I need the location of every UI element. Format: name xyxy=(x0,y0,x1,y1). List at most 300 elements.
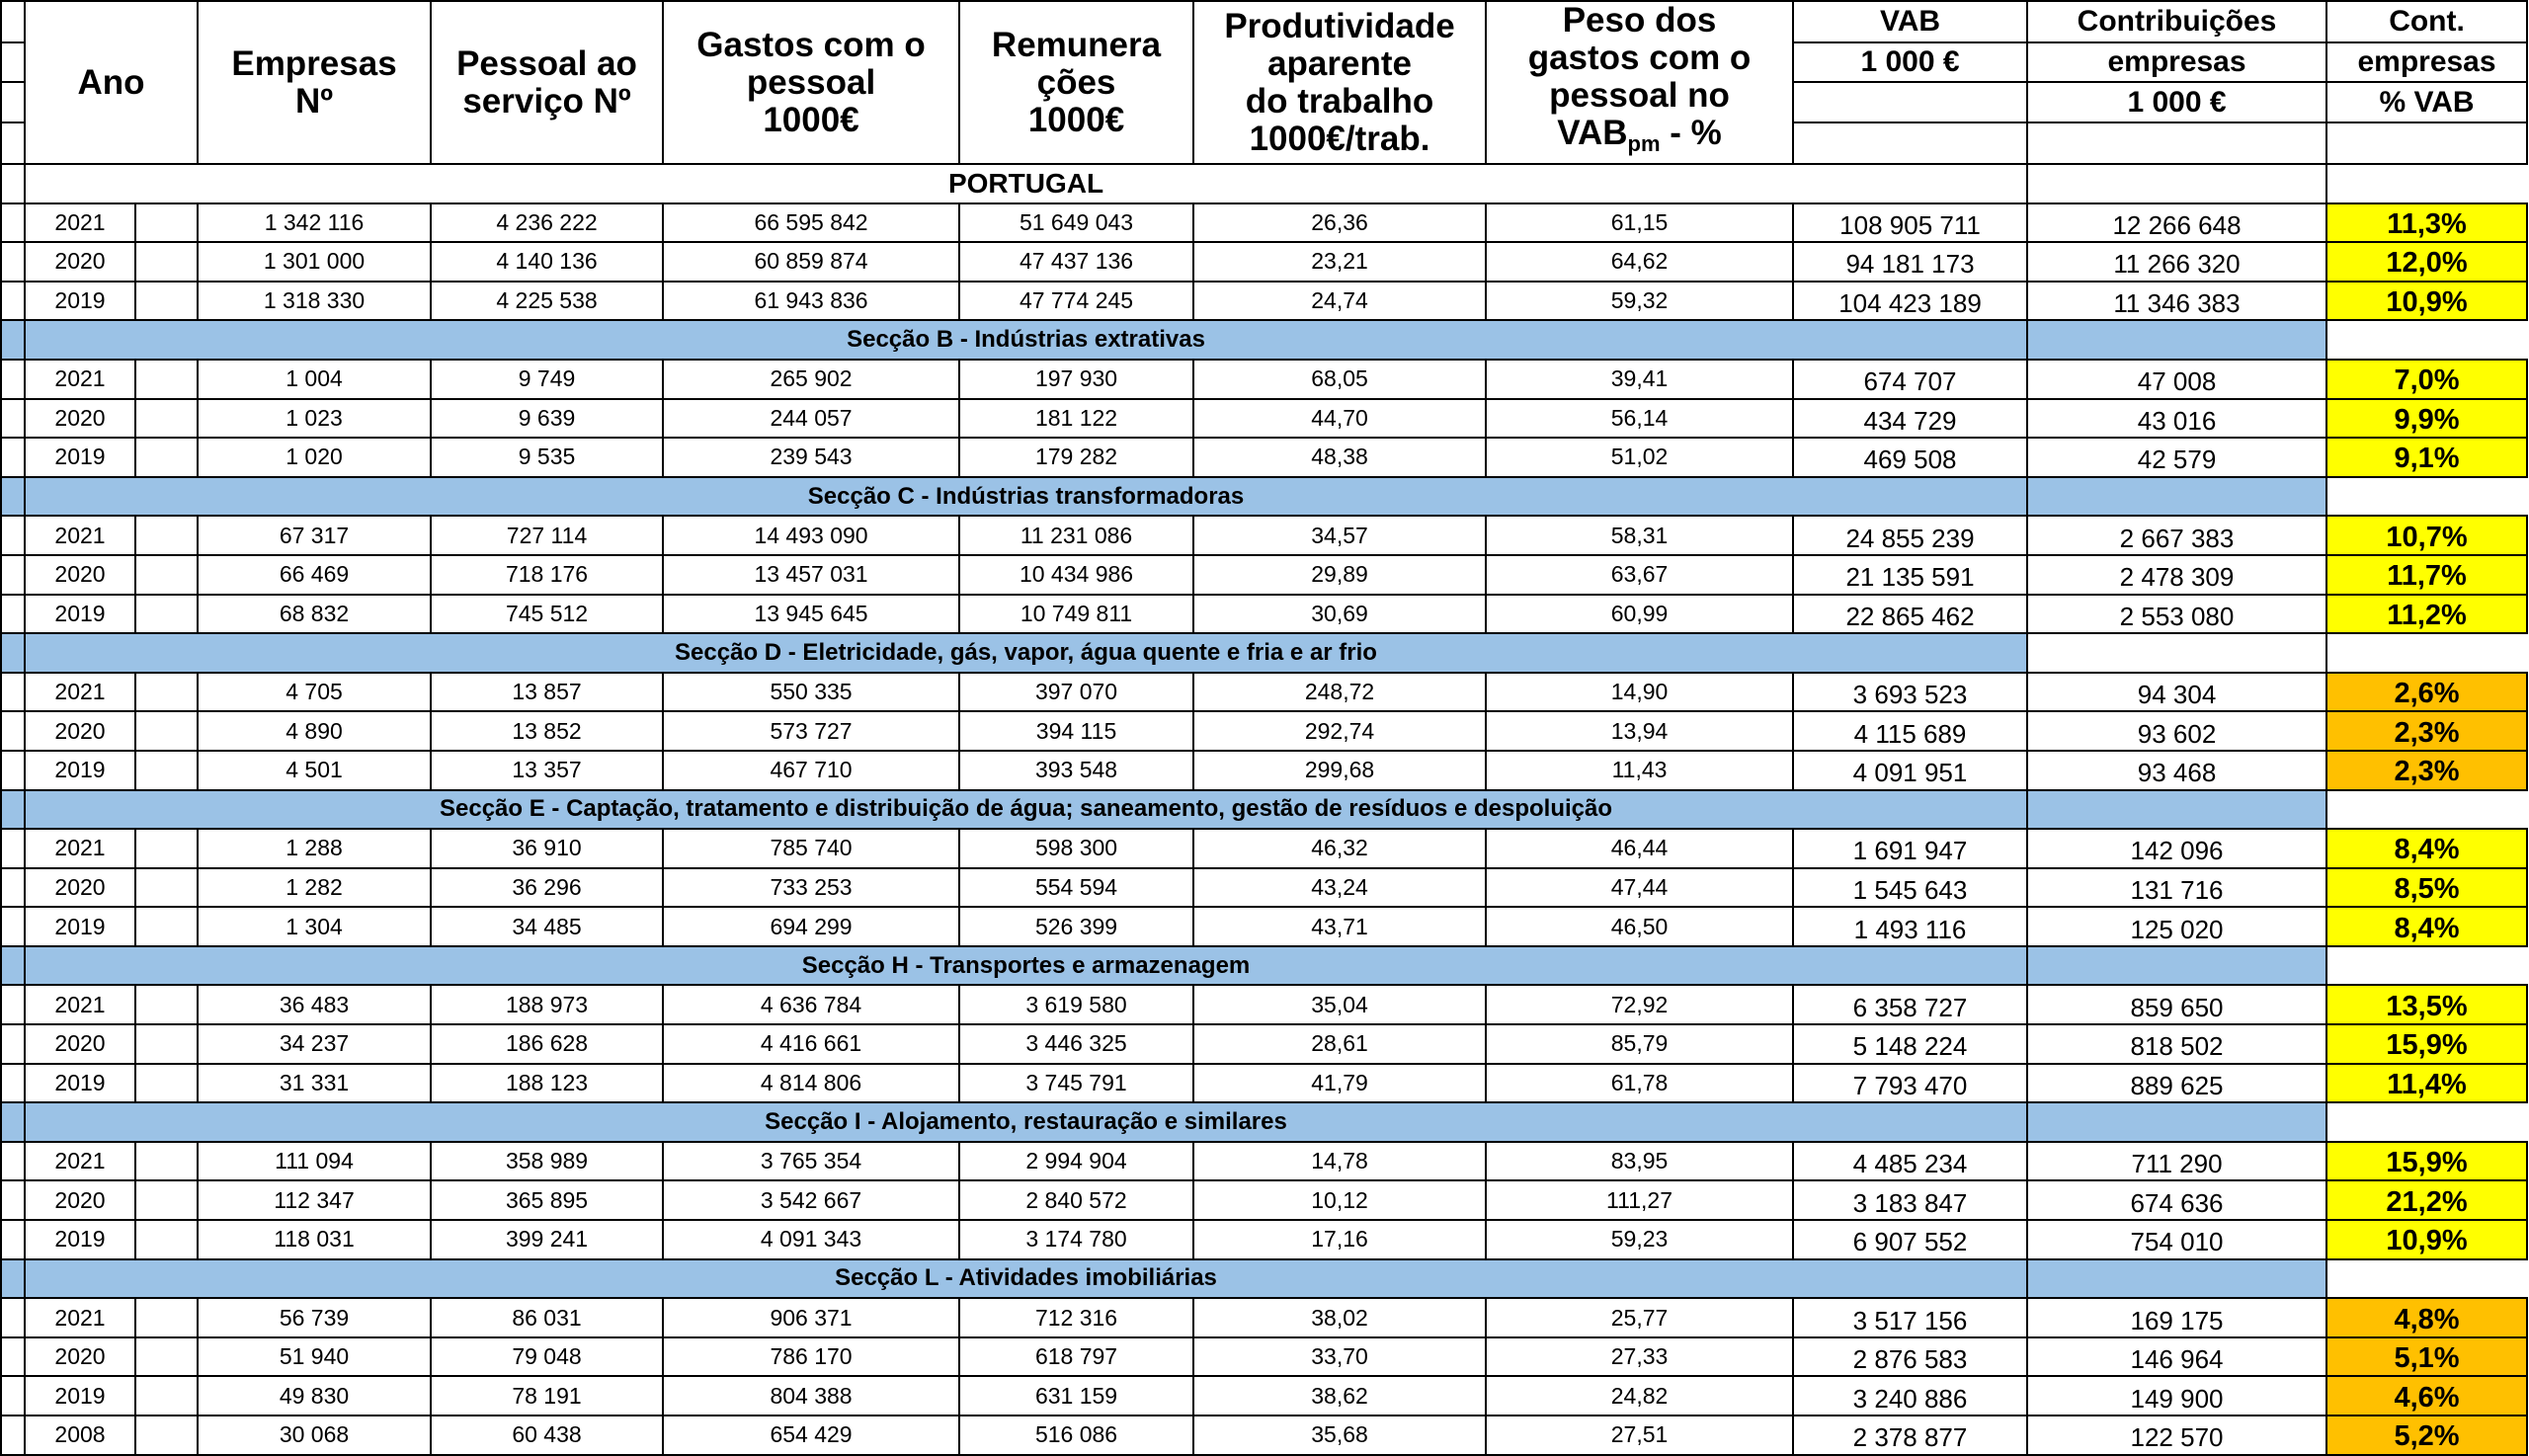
cell-empresas: 111 094 xyxy=(198,1142,431,1181)
cell-cont-pct: 8,5% xyxy=(2326,868,2527,908)
header-vab: VAB xyxy=(1793,1,2027,42)
cell-remuneracoes: 3 745 791 xyxy=(959,1064,1193,1103)
cell-produtividade: 33,70 xyxy=(1193,1337,1486,1377)
cell-pessoal: 86 031 xyxy=(431,1298,663,1337)
header-contribuicoes-unit: 1 000 € xyxy=(2027,82,2326,121)
cell-gastos: 785 740 xyxy=(663,829,959,868)
cell-pessoal: 9 749 xyxy=(431,360,663,399)
cell-empresas: 1 301 000 xyxy=(198,242,431,282)
cell-produtividade: 43,24 xyxy=(1193,868,1486,908)
cell-peso: 59,23 xyxy=(1486,1220,1793,1259)
cell-vab: 24 855 239 xyxy=(1793,516,2027,555)
cell-remuneracoes: 47 774 245 xyxy=(959,282,1193,321)
cell-remuneracoes: 631 159 xyxy=(959,1376,1193,1416)
cell-contribuicoes: 93 468 xyxy=(2027,751,2326,790)
cell-contribuicoes: 11 266 320 xyxy=(2027,242,2326,282)
cell-gastos: 239 543 xyxy=(663,438,959,477)
cell-ano: 2020 xyxy=(25,242,135,282)
cell-produtividade: 30,69 xyxy=(1193,595,1486,634)
cell-remuneracoes: 618 797 xyxy=(959,1337,1193,1377)
cell-produtividade: 43,71 xyxy=(1193,907,1486,946)
cell-vab: 469 508 xyxy=(1793,438,2027,477)
header-peso: Peso dos gastos com o pessoal no $VAB_{pm}$ - % xyxy=(1486,1,1793,164)
table-header xyxy=(1,1,2527,164)
table-row xyxy=(1,516,2527,555)
cell-ano: 2021 xyxy=(25,516,135,555)
cell-pessoal: 399 241 xyxy=(431,1220,663,1259)
section-title: Secção E - Captação, tratamento e distribuição de água; saneamento, gestão de resíduos e despoluição xyxy=(25,790,2027,830)
cell-contribuicoes: 131 716 xyxy=(2027,868,2326,908)
cell-remuneracoes: 554 594 xyxy=(959,868,1193,908)
cell-contribuicoes: 12 266 648 xyxy=(2027,203,2326,243)
cell-contribuicoes: 818 502 xyxy=(2027,1024,2326,1064)
cell-gastos: 244 057 xyxy=(663,399,959,439)
cell-produtividade: 299,68 xyxy=(1193,751,1486,790)
cell-peso: 11,43 xyxy=(1486,751,1793,790)
cell-cont-pct: 5,2% xyxy=(2326,1416,2527,1455)
section-title: Secção I - Alojamento, restauração e similares xyxy=(25,1102,2027,1142)
cell-peso: 46,50 xyxy=(1486,907,1793,946)
cell-peso: 39,41 xyxy=(1486,360,1793,399)
cell-vab: 1 691 947 xyxy=(1793,829,2027,868)
cell-ano: 2021 xyxy=(25,673,135,712)
cell-ano: 2021 xyxy=(25,985,135,1024)
cell-gastos: 3 765 354 xyxy=(663,1142,959,1181)
cell-empresas: 1 020 xyxy=(198,438,431,477)
cell-cont-pct: 21,2% xyxy=(2326,1180,2527,1220)
cell-produtividade: 14,78 xyxy=(1193,1142,1486,1181)
header-contribuicoes: Contribuições xyxy=(2027,1,2326,42)
cell-pessoal: 60 438 xyxy=(431,1416,663,1455)
section-header-row xyxy=(1,1259,2527,1299)
cell-gastos: 550 335 xyxy=(663,673,959,712)
cell-gastos: 13 945 645 xyxy=(663,595,959,634)
cell-produtividade: 29,89 xyxy=(1193,555,1486,595)
cell-ano: 2020 xyxy=(25,868,135,908)
cell-pessoal: 727 114 xyxy=(431,516,663,555)
cell-pessoal: 36 296 xyxy=(431,868,663,908)
cell-ano: 2019 xyxy=(25,1376,135,1416)
table-row xyxy=(1,1376,2527,1416)
table-body xyxy=(1,164,2527,1455)
cell-peso: 14,90 xyxy=(1486,673,1793,712)
cell-vab: 22 865 462 xyxy=(1793,595,2027,634)
cell-contribuicoes: 149 900 xyxy=(2027,1376,2326,1416)
cell-pessoal: 13 357 xyxy=(431,751,663,790)
cell-gastos: 654 429 xyxy=(663,1416,959,1455)
cell-gastos: 573 727 xyxy=(663,711,959,751)
cell-peso: 27,51 xyxy=(1486,1416,1793,1455)
cell-produtividade: 38,62 xyxy=(1193,1376,1486,1416)
cell-empresas: 66 469 xyxy=(198,555,431,595)
cell-contribuicoes: 122 570 xyxy=(2027,1416,2326,1455)
table-row xyxy=(1,1064,2527,1103)
cell-peso: 61,78 xyxy=(1486,1064,1793,1103)
table-row xyxy=(1,438,2527,477)
cell-contribuicoes: 146 964 xyxy=(2027,1337,2326,1377)
cell-remuneracoes: 181 122 xyxy=(959,399,1193,439)
cell-produtividade: 68,05 xyxy=(1193,360,1486,399)
cell-empresas: 36 483 xyxy=(198,985,431,1024)
section-title: Secção L - Atividades imobiliárias xyxy=(25,1259,2027,1299)
cell-remuneracoes: 516 086 xyxy=(959,1416,1193,1455)
cell-gastos: 4 416 661 xyxy=(663,1024,959,1064)
cell-pessoal: 718 176 xyxy=(431,555,663,595)
table-row xyxy=(1,1180,2527,1220)
corner-cell xyxy=(1,1,25,42)
table-row xyxy=(1,282,2527,321)
cell-cont-pct: 10,9% xyxy=(2326,1220,2527,1259)
cell-empresas: 51 940 xyxy=(198,1337,431,1377)
cell-remuneracoes: 3 619 580 xyxy=(959,985,1193,1024)
table-row xyxy=(1,711,2527,751)
cell-peso: 46,44 xyxy=(1486,829,1793,868)
cell-ano: 2020 xyxy=(25,399,135,439)
cell-remuneracoes: 2 840 572 xyxy=(959,1180,1193,1220)
cell-produtividade: 24,74 xyxy=(1193,282,1486,321)
cell-empresas: 1 288 xyxy=(198,829,431,868)
cell-peso: 111,27 xyxy=(1486,1180,1793,1220)
section-header-row xyxy=(1,164,2527,203)
cell-cont-pct: 4,6% xyxy=(2326,1376,2527,1416)
section-header-row xyxy=(1,790,2527,830)
cell-pessoal: 13 857 xyxy=(431,673,663,712)
cell-pessoal: 9 535 xyxy=(431,438,663,477)
header-cont: Cont. xyxy=(2326,1,2527,42)
cell-gastos: 61 943 836 xyxy=(663,282,959,321)
cell-peso: 47,44 xyxy=(1486,868,1793,908)
cell-contribuicoes: 169 175 xyxy=(2027,1298,2326,1337)
header-cont-sub: empresas xyxy=(2326,42,2527,82)
section-header-row xyxy=(1,633,2527,673)
cell-vab: 108 905 711 xyxy=(1793,203,2027,243)
cell-produtividade: 41,79 xyxy=(1193,1064,1486,1103)
table-row xyxy=(1,555,2527,595)
cell-ano: 2020 xyxy=(25,1180,135,1220)
cell-produtividade: 48,38 xyxy=(1193,438,1486,477)
cell-peso: 25,77 xyxy=(1486,1298,1793,1337)
table-row xyxy=(1,1024,2527,1064)
cell-ano: 2020 xyxy=(25,711,135,751)
cell-cont-pct: 8,4% xyxy=(2326,907,2527,946)
cell-cont-pct: 11,7% xyxy=(2326,555,2527,595)
cell-ano: 2019 xyxy=(25,282,135,321)
table-row xyxy=(1,751,2527,790)
table-row xyxy=(1,1416,2527,1455)
cell-peso: 56,14 xyxy=(1486,399,1793,439)
cell-cont-pct: 2,6% xyxy=(2326,673,2527,712)
cell-remuneracoes: 3 446 325 xyxy=(959,1024,1193,1064)
cell-vab: 104 423 189 xyxy=(1793,282,2027,321)
cell-gastos: 786 170 xyxy=(663,1337,959,1377)
header-gastos: Gastos com o pessoal 1000€ xyxy=(663,1,959,164)
cell-gastos: 4 636 784 xyxy=(663,985,959,1024)
cell-contribuicoes: 142 096 xyxy=(2027,829,2326,868)
cell-remuneracoes: 10 434 986 xyxy=(959,555,1193,595)
header-pessoal: Pessoal ao serviço Nº xyxy=(431,1,663,164)
cell-produtividade: 46,32 xyxy=(1193,829,1486,868)
cell-cont-pct: 2,3% xyxy=(2326,751,2527,790)
cell-cont-pct: 8,4% xyxy=(2326,829,2527,868)
table-row xyxy=(1,399,2527,439)
cell-pessoal: 4 225 538 xyxy=(431,282,663,321)
cell-pessoal: 745 512 xyxy=(431,595,663,634)
cell-remuneracoes: 2 994 904 xyxy=(959,1142,1193,1181)
cell-cont-pct: 15,9% xyxy=(2326,1142,2527,1181)
cell-contribuicoes: 43 016 xyxy=(2027,399,2326,439)
cell-gastos: 467 710 xyxy=(663,751,959,790)
cell-produtividade: 26,36 xyxy=(1193,203,1486,243)
table-row xyxy=(1,203,2527,243)
cell-produtividade: 35,68 xyxy=(1193,1416,1486,1455)
cell-vab: 434 729 xyxy=(1793,399,2027,439)
cell-gastos: 14 493 090 xyxy=(663,516,959,555)
cell-peso: 13,94 xyxy=(1486,711,1793,751)
cell-contribuicoes: 859 650 xyxy=(2027,985,2326,1024)
cell-ano: 2021 xyxy=(25,1142,135,1181)
cell-remuneracoes: 10 749 811 xyxy=(959,595,1193,634)
section-title: PORTUGAL xyxy=(25,164,2027,203)
cell-pessoal: 79 048 xyxy=(431,1337,663,1377)
cell-pessoal: 13 852 xyxy=(431,711,663,751)
cell-empresas: 68 832 xyxy=(198,595,431,634)
cell-empresas: 4 705 xyxy=(198,673,431,712)
cell-cont-pct: 7,0% xyxy=(2326,360,2527,399)
cell-empresas: 1 023 xyxy=(198,399,431,439)
cell-contribuicoes: 11 346 383 xyxy=(2027,282,2326,321)
cell-vab: 1 493 116 xyxy=(1793,907,2027,946)
cell-vab: 3 183 847 xyxy=(1793,1180,2027,1220)
cell-vab: 21 135 591 xyxy=(1793,555,2027,595)
cell-vab: 7 793 470 xyxy=(1793,1064,2027,1103)
cell-gastos: 66 595 842 xyxy=(663,203,959,243)
section-title: Secção B - Indústrias extrativas xyxy=(25,320,2027,360)
cell-produtividade: 248,72 xyxy=(1193,673,1486,712)
cell-gastos: 60 859 874 xyxy=(663,242,959,282)
cell-remuneracoes: 197 930 xyxy=(959,360,1193,399)
cell-vab: 4 115 689 xyxy=(1793,711,2027,751)
cell-gastos: 733 253 xyxy=(663,868,959,908)
cell-ano: 2020 xyxy=(25,555,135,595)
cell-ano: 2021 xyxy=(25,1298,135,1337)
cell-empresas: 1 318 330 xyxy=(198,282,431,321)
cell-contribuicoes: 889 625 xyxy=(2027,1064,2326,1103)
cell-pessoal: 36 910 xyxy=(431,829,663,868)
table-row xyxy=(1,1220,2527,1259)
section-header-row xyxy=(1,1102,2527,1142)
cell-peso: 27,33 xyxy=(1486,1337,1793,1377)
cell-gastos: 13 457 031 xyxy=(663,555,959,595)
cell-peso: 63,67 xyxy=(1486,555,1793,595)
section-header-row xyxy=(1,320,2527,360)
cell-empresas: 1 282 xyxy=(198,868,431,908)
cell-cont-pct: 2,3% xyxy=(2326,711,2527,751)
cell-empresas: 1 004 xyxy=(198,360,431,399)
cell-produtividade: 34,57 xyxy=(1193,516,1486,555)
cell-ano: 2008 xyxy=(25,1416,135,1455)
cell-ano: 2021 xyxy=(25,203,135,243)
cell-vab: 2 876 583 xyxy=(1793,1337,2027,1377)
table-row xyxy=(1,595,2527,634)
table-row xyxy=(1,1337,2527,1377)
header-produtividade: Produtividade aparente do trabalho 1000€/trab. xyxy=(1193,1,1486,164)
cell-pessoal: 358 989 xyxy=(431,1142,663,1181)
header-cont-unit: % VAB xyxy=(2326,82,2527,121)
cell-ano: 2020 xyxy=(25,1024,135,1064)
cell-cont-pct: 12,0% xyxy=(2326,242,2527,282)
cell-cont-pct: 11,4% xyxy=(2326,1064,2527,1103)
header-remuneracoes: Remunera ções 1000€ xyxy=(959,1,1193,164)
cell-ano: 2021 xyxy=(25,360,135,399)
cell-contribuicoes: 711 290 xyxy=(2027,1142,2326,1181)
header-vab-unit: 1 000 € xyxy=(1793,42,2027,82)
table-row xyxy=(1,1298,2527,1337)
cell-gastos: 694 299 xyxy=(663,907,959,946)
cell-vab: 3 240 886 xyxy=(1793,1376,2027,1416)
section-header-row xyxy=(1,477,2527,517)
cell-remuneracoes: 397 070 xyxy=(959,673,1193,712)
cell-pessoal: 78 191 xyxy=(431,1376,663,1416)
cell-cont-pct: 9,9% xyxy=(2326,399,2527,439)
cell-empresas: 30 068 xyxy=(198,1416,431,1455)
cell-empresas: 56 739 xyxy=(198,1298,431,1337)
cell-cont-pct: 13,5% xyxy=(2326,985,2527,1024)
cell-vab: 5 148 224 xyxy=(1793,1024,2027,1064)
cell-peso: 64,62 xyxy=(1486,242,1793,282)
cell-produtividade: 35,04 xyxy=(1193,985,1486,1024)
cell-cont-pct: 10,9% xyxy=(2326,282,2527,321)
cell-pessoal: 188 123 xyxy=(431,1064,663,1103)
cell-empresas: 1 304 xyxy=(198,907,431,946)
section-title: Secção H - Transportes e armazenagem xyxy=(25,946,2027,986)
cell-empresas: 34 237 xyxy=(198,1024,431,1064)
cell-vab: 6 358 727 xyxy=(1793,985,2027,1024)
cell-gastos: 265 902 xyxy=(663,360,959,399)
cell-remuneracoes: 47 437 136 xyxy=(959,242,1193,282)
cell-produtividade: 17,16 xyxy=(1193,1220,1486,1259)
cell-empresas: 4 890 xyxy=(198,711,431,751)
header-ano: Ano xyxy=(25,1,198,164)
cell-produtividade: 38,02 xyxy=(1193,1298,1486,1337)
cell-remuneracoes: 11 231 086 xyxy=(959,516,1193,555)
table-row xyxy=(1,1142,2527,1181)
cell-vab: 2 378 877 xyxy=(1793,1416,2027,1455)
cell-produtividade: 292,74 xyxy=(1193,711,1486,751)
cell-remuneracoes: 3 174 780 xyxy=(959,1220,1193,1259)
cell-pessoal: 188 973 xyxy=(431,985,663,1024)
section-title: Secção C - Indústrias transformadoras xyxy=(25,477,2027,517)
cell-peso: 24,82 xyxy=(1486,1376,1793,1416)
cell-pessoal: 4 140 136 xyxy=(431,242,663,282)
cell-ano: 2019 xyxy=(25,751,135,790)
cell-remuneracoes: 598 300 xyxy=(959,829,1193,868)
table-row xyxy=(1,673,2527,712)
cell-gastos: 804 388 xyxy=(663,1376,959,1416)
cell-vab: 1 545 643 xyxy=(1793,868,2027,908)
cell-cont-pct: 11,2% xyxy=(2326,595,2527,634)
table-row xyxy=(1,985,2527,1024)
table-row xyxy=(1,868,2527,908)
cell-remuneracoes: 51 649 043 xyxy=(959,203,1193,243)
cell-peso: 51,02 xyxy=(1486,438,1793,477)
cell-empresas: 67 317 xyxy=(198,516,431,555)
cell-empresas: 1 342 116 xyxy=(198,203,431,243)
cell-ano: 2019 xyxy=(25,1220,135,1259)
cell-ano: 2019 xyxy=(25,595,135,634)
table-row xyxy=(1,907,2527,946)
cell-peso: 85,79 xyxy=(1486,1024,1793,1064)
cell-pessoal: 186 628 xyxy=(431,1024,663,1064)
table-row xyxy=(1,360,2527,399)
cell-remuneracoes: 393 548 xyxy=(959,751,1193,790)
cell-empresas: 31 331 xyxy=(198,1064,431,1103)
cell-contribuicoes: 47 008 xyxy=(2027,360,2326,399)
cell-cont-pct: 9,1% xyxy=(2326,438,2527,477)
cell-cont-pct: 15,9% xyxy=(2326,1024,2527,1064)
section-title: Secção D - Eletricidade, gás, vapor, água quente e fria e ar frio xyxy=(25,633,2027,673)
cell-produtividade: 44,70 xyxy=(1193,399,1486,439)
cell-vab: 674 707 xyxy=(1793,360,2027,399)
cell-produtividade: 28,61 xyxy=(1193,1024,1486,1064)
cell-vab: 3 693 523 xyxy=(1793,673,2027,712)
cell-peso: 59,32 xyxy=(1486,282,1793,321)
cell-vab: 3 517 156 xyxy=(1793,1298,2027,1337)
cell-gastos: 4 814 806 xyxy=(663,1064,959,1103)
cell-ano: 2021 xyxy=(25,829,135,868)
cell-vab: 4 485 234 xyxy=(1793,1142,2027,1181)
cell-peso: 72,92 xyxy=(1486,985,1793,1024)
cell-gastos: 906 371 xyxy=(663,1298,959,1337)
cell-peso: 61,15 xyxy=(1486,203,1793,243)
cell-remuneracoes: 179 282 xyxy=(959,438,1193,477)
section-header-row xyxy=(1,946,2527,986)
header-empresas: Empresas Nº xyxy=(198,1,431,164)
cell-empresas: 118 031 xyxy=(198,1220,431,1259)
cell-contribuicoes: 2 553 080 xyxy=(2027,595,2326,634)
cell-gastos: 4 091 343 xyxy=(663,1220,959,1259)
cell-cont-pct: 4,8% xyxy=(2326,1298,2527,1337)
cell-pessoal: 9 639 xyxy=(431,399,663,439)
cell-vab: 4 091 951 xyxy=(1793,751,2027,790)
cell-empresas: 112 347 xyxy=(198,1180,431,1220)
cell-empresas: 4 501 xyxy=(198,751,431,790)
header-contribuicoes-sub: empresas xyxy=(2027,42,2326,82)
cell-ano: 2019 xyxy=(25,907,135,946)
cell-peso: 83,95 xyxy=(1486,1142,1793,1181)
cell-contribuicoes: 42 579 xyxy=(2027,438,2326,477)
cell-contribuicoes: 93 602 xyxy=(2027,711,2326,751)
cell-vab: 94 181 173 xyxy=(1793,242,2027,282)
cell-produtividade: 23,21 xyxy=(1193,242,1486,282)
cell-contribuicoes: 125 020 xyxy=(2027,907,2326,946)
cell-contribuicoes: 754 010 xyxy=(2027,1220,2326,1259)
table-row xyxy=(1,242,2527,282)
cell-contribuicoes: 2 667 383 xyxy=(2027,516,2326,555)
cell-ano: 2019 xyxy=(25,438,135,477)
cell-cont-pct: 11,3% xyxy=(2326,203,2527,243)
cell-peso: 60,99 xyxy=(1486,595,1793,634)
cell-remuneracoes: 394 115 xyxy=(959,711,1193,751)
cell-remuneracoes: 712 316 xyxy=(959,1298,1193,1337)
cell-pessoal: 4 236 222 xyxy=(431,203,663,243)
cell-vab: 6 907 552 xyxy=(1793,1220,2027,1259)
cell-gastos: 3 542 667 xyxy=(663,1180,959,1220)
cell-pessoal: 34 485 xyxy=(431,907,663,946)
cell-produtividade: 10,12 xyxy=(1193,1180,1486,1220)
cell-ano: 2020 xyxy=(25,1337,135,1377)
cell-cont-pct: 5,1% xyxy=(2326,1337,2527,1377)
cell-empresas: 49 830 xyxy=(198,1376,431,1416)
